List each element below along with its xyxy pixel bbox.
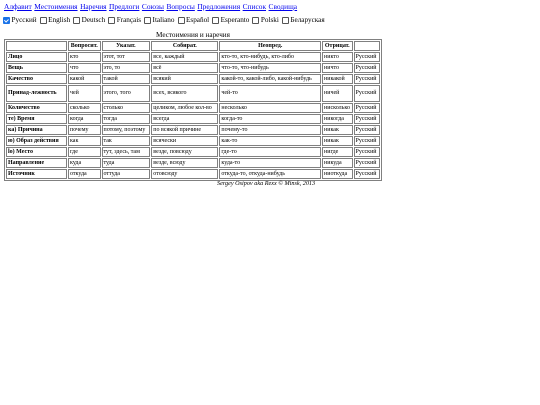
language-label-2: Deutsch xyxy=(81,16,106,24)
table-cell: везде, всюду xyxy=(151,158,218,168)
language-checkbox-4[interactable] xyxy=(144,17,151,24)
row-header: Принад-лежность xyxy=(6,85,67,102)
table-cell: этого, того xyxy=(102,85,151,102)
language-label-7: Polski xyxy=(260,16,279,24)
table-cell: всячески xyxy=(151,136,218,146)
table-cell: столько xyxy=(102,103,151,113)
table-cell: никак xyxy=(322,125,352,135)
table-cell: Русский xyxy=(354,136,380,146)
nav-link-5[interactable]: Вопросы xyxy=(166,2,195,11)
row-header: lo) Место xyxy=(6,147,67,157)
table-cell: чей-то xyxy=(219,85,321,102)
table-cell: откуда xyxy=(68,169,101,179)
table-cell: это, то xyxy=(102,63,151,73)
table-cell: Русский xyxy=(354,103,380,113)
nav-link-3[interactable]: Предлоги xyxy=(109,2,140,11)
language-checkbox-5[interactable] xyxy=(178,17,185,24)
language-option-5[interactable] xyxy=(178,16,210,24)
nav-link-1[interactable]: Местоимения xyxy=(34,2,78,11)
table-cell: чей xyxy=(68,85,101,102)
row-header: Количество xyxy=(6,103,67,113)
table-caption: Местоимения и наречия xyxy=(156,31,230,39)
language-checkbox-1[interactable] xyxy=(40,17,47,24)
table-cell: несколько xyxy=(219,103,321,113)
table-cell: нигде xyxy=(322,147,352,157)
table-cell: отовсюду xyxy=(151,169,218,179)
table-cell: никуда xyxy=(322,158,352,168)
table-cell: Русский xyxy=(354,158,380,168)
language-option-0[interactable] xyxy=(3,16,37,24)
table-cell: по всякой причине xyxy=(151,125,218,135)
column-header-3: Собират. xyxy=(151,41,218,51)
table-cell: Русский xyxy=(354,147,380,157)
table-row xyxy=(6,125,380,135)
table-cell: Русский xyxy=(354,125,380,135)
language-option-7[interactable] xyxy=(252,16,278,24)
table-cell: что-то, что-нибудь xyxy=(219,63,321,73)
table-row xyxy=(6,169,380,179)
table-cell: кто-то, кто-нибудь, кто-либо xyxy=(219,52,321,62)
nav-link-0[interactable]: Алфавит xyxy=(4,2,32,11)
table-row xyxy=(6,114,380,124)
table-cell: всегда xyxy=(151,114,218,124)
table-cell: где-то xyxy=(219,147,321,157)
table-cell: что xyxy=(68,63,101,73)
table-row xyxy=(6,74,380,84)
table-row xyxy=(6,63,380,73)
language-label-3: Français xyxy=(116,16,142,24)
table-cell: так xyxy=(102,136,151,146)
table-cell: когда xyxy=(68,114,101,124)
language-checkbox-7[interactable] xyxy=(252,17,259,24)
table-cell: как xyxy=(68,136,101,146)
column-header-6 xyxy=(354,41,380,51)
pronouns-table xyxy=(4,39,382,181)
nav-link-2[interactable]: Наречия xyxy=(80,2,107,11)
table-cell: туда xyxy=(102,158,151,168)
row-header: ка) Причина xyxy=(6,125,67,135)
language-option-8[interactable] xyxy=(282,16,325,24)
language-selector xyxy=(3,16,328,24)
column-header-2: Указат. xyxy=(102,41,151,51)
column-header-1: Вопросит. xyxy=(68,41,101,51)
table-cell: кто xyxy=(68,52,101,62)
table-cell: оттуда xyxy=(102,169,151,179)
table-cell: везде, повсюду xyxy=(151,147,218,157)
language-option-3[interactable] xyxy=(108,16,141,24)
nav-link-7[interactable]: Список xyxy=(242,2,267,11)
table-cell: почему xyxy=(68,125,101,135)
column-header-0 xyxy=(6,41,67,51)
table-cell: потому, поэтому xyxy=(102,125,151,135)
table-cell: ничей xyxy=(322,85,352,102)
table-cell: куда xyxy=(68,158,101,168)
row-header: Вещь xyxy=(6,63,67,73)
language-option-1[interactable] xyxy=(40,16,70,24)
column-header-5: Отрицат. xyxy=(322,41,352,51)
table-row xyxy=(6,52,380,62)
table-cell: когда-то xyxy=(219,114,321,124)
row-header: Лицо xyxy=(6,52,67,62)
row-header: ю) Образ действия xyxy=(6,136,67,146)
footer-credit: Sergey Osipov aka Rexx © Minsk, 2013 xyxy=(217,180,316,187)
table-cell: ниоткуда xyxy=(322,169,352,179)
table-cell: никакой xyxy=(322,74,352,84)
column-header-4: Неопред. xyxy=(219,41,321,51)
table-cell: куда-то xyxy=(219,158,321,168)
table-cell: почему-то xyxy=(219,125,321,135)
table-cell: тут, здесь, там xyxy=(102,147,151,157)
language-label-6: Esperanto xyxy=(220,16,250,24)
table-cell: Русский xyxy=(354,63,380,73)
row-header: Источник xyxy=(6,169,67,179)
table-cell: какой-то, какой-либо, какой-нибудь xyxy=(219,74,321,84)
table-cell: всё xyxy=(151,63,218,73)
table-row xyxy=(6,147,380,157)
language-checkbox-6[interactable] xyxy=(212,17,219,24)
language-label-8: Беларуская xyxy=(290,16,325,24)
language-option-2[interactable] xyxy=(73,16,105,24)
table-cell: Русский xyxy=(354,85,380,102)
language-option-6[interactable] xyxy=(212,16,249,24)
language-label-5: Español xyxy=(186,16,210,24)
table-cell: никто xyxy=(322,52,352,62)
table-cell: Русский xyxy=(354,52,380,62)
table-cell: где xyxy=(68,147,101,157)
table-cell: Русский xyxy=(354,114,380,124)
table-cell: целиком, любое кол-во xyxy=(151,103,218,113)
table-cell: всех, всякого xyxy=(151,85,218,102)
row-header: Направление xyxy=(6,158,67,168)
row-header: Качество xyxy=(6,74,67,84)
table-cell: Русский xyxy=(354,74,380,84)
top-navigation xyxy=(4,2,300,11)
language-label-4: Italiano xyxy=(152,16,175,24)
language-label-0: Русский xyxy=(11,16,37,24)
table-cell: как-то xyxy=(219,136,321,146)
table-cell: всякий xyxy=(151,74,218,84)
table-cell: этот, тот xyxy=(102,52,151,62)
table-cell: такой xyxy=(102,74,151,84)
table-cell: какой xyxy=(68,74,101,84)
row-header: те) Время xyxy=(6,114,67,124)
language-option-4[interactable] xyxy=(144,16,174,24)
language-checkbox-8[interactable] xyxy=(282,17,289,24)
nav-link-4[interactable]: Союзы xyxy=(141,2,164,11)
table-cell: откуда-то, откуда-нибудь xyxy=(219,169,321,179)
table-cell: тогда xyxy=(102,114,151,124)
table-cell: ничто xyxy=(322,63,352,73)
table-row xyxy=(6,136,380,146)
table-cell: все, каждый xyxy=(151,52,218,62)
nav-link-8[interactable]: Сводища xyxy=(268,2,298,11)
language-label-1: English xyxy=(48,16,71,24)
language-checkbox-3[interactable] xyxy=(108,17,115,24)
table-row xyxy=(6,85,380,102)
table-cell: сколько xyxy=(68,103,101,113)
language-checkbox-2[interactable] xyxy=(73,17,80,24)
table-row xyxy=(6,103,380,113)
table-header-row xyxy=(6,41,380,51)
nav-link-6[interactable]: Предложения xyxy=(197,2,241,11)
language-checkbox-0[interactable] xyxy=(3,17,10,24)
table-cell: никогда xyxy=(322,114,352,124)
table-row xyxy=(6,158,380,168)
table-cell: Русский xyxy=(354,169,380,179)
table-cell: никак xyxy=(322,136,352,146)
table-cell: нисколько xyxy=(322,103,352,113)
